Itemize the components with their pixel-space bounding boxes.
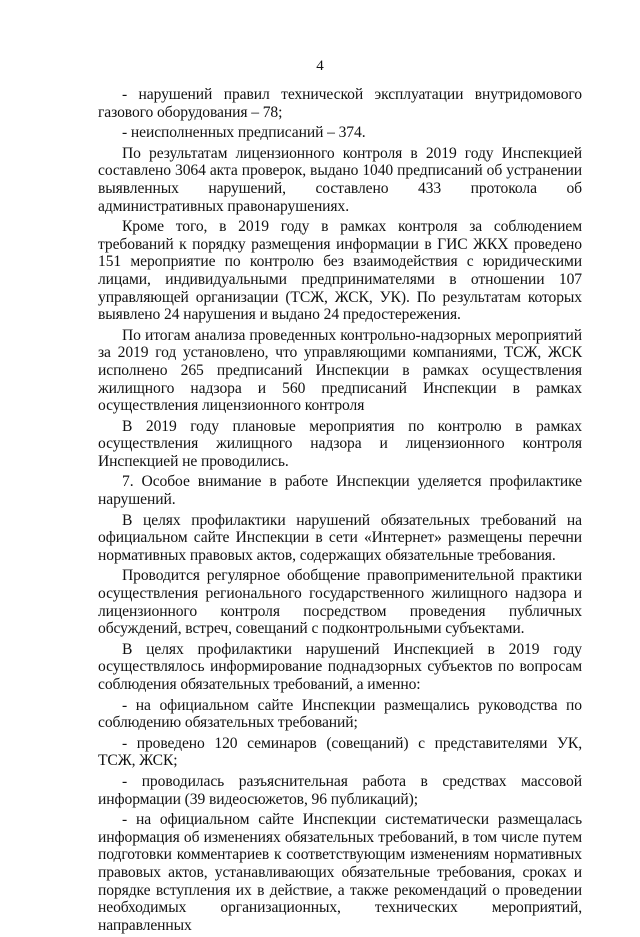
document-body <box>98 86 582 937</box>
paragraph-practice-generalization: Проводится регулярное обобщение правоприменительной практики осуществления регионального государственного жилищного надзора и лицензионного контроля посредством проведения публичных обсуждений, встреч, совещаний с подконтрольными субъектами. <box>98 567 582 638</box>
paragraph-inspection-analysis: По итогам анализа проведенных контрольно-надзорных мероприятий за 2019 год установлено, что управляющими компаниями, ТСЖ, ЖСК исполнено 265 предписаний Инспекции в рамках осуществления жилищного надзора и 560 предписаний Инспекции в рамках осуществления лицензионного контроля <box>98 326 582 415</box>
paragraph-gis-zhkh-control: Кроме того, в 2019 году в рамках контроля за соблюдением требований к порядку размещения информации в ГИС ЖКХ проведено 151 мероприятие по контролю без взаимодействия с юридическими лицами, индивидуальными предпринимателями в отношении 107 управляющей организации (ТСЖ, ЖСК, УК). По результатам которых выявлено 24 нарушения и выдано 24 предостережения. <box>98 218 582 324</box>
list-item-media-work: - проводилась разъяснительная работа в средствах массовой информации (39 видеосюжетов, 96 публикаций); <box>98 772 582 808</box>
paragraph-gas-equipment-violations: - нарушений правил технической эксплуатации внутридомового газового оборудования – 78; <box>98 86 582 121</box>
list-item-seminars: - проведено 120 семинаров (совещаний) с представителями УК, ТСЖ, ЖСК; <box>98 734 582 770</box>
paragraph-planned-activities: В 2019 году плановые мероприятия по контролю в рамках осуществления жилищного надзора и лицензионного контроля Инспекцией не проводились. <box>98 417 582 470</box>
paragraph-informing-subjects: В целях профилактики нарушений Инспекцией в 2019 году осуществлялось информирование поднадзорных субъектов по вопросам соблюдения обязательных требований, а именно: <box>98 640 582 693</box>
paragraph-section-7-heading: 7. Особое внимание в работе Инспекции уделяется профилактике нарушений. <box>98 473 582 509</box>
paragraph-license-control-results: По результатам лицензионного контроля в 2019 году Инспекцией составлено 3064 акта проверок, выдано 1040 предписаний об устранении выявленных нарушений, составлено 433 протокола об административных правонарушениях. <box>98 144 582 215</box>
list-item-guidelines: - на официальном сайте Инспекции размещались руководства по соблюдению обязательных требований; <box>98 696 582 732</box>
paragraph-unfulfilled-orders: - неисполненных предписаний – 374. <box>122 124 366 142</box>
list-item-requirement-changes: - на официальном сайте Инспекции систематически размещалась информация об изменениях обязательных требований, в том числе путем подготовки комментариев к соответствующим изменениям нормативных правовых актов, устанавливающих обязательные требования, сроках и порядке вступления их в действие, а также рекомендаций о проведении необходимых организационных, технических мероприятий, направленных <box>98 811 582 934</box>
paragraph-prevention-website: В целях профилактики нарушений обязательных требований на официальном сайте Инспекции в сети «Интернет» размещены перечни нормативных правовых актов, содержащих обязательные требования. <box>98 511 582 564</box>
page-number: 4 <box>316 58 324 74</box>
